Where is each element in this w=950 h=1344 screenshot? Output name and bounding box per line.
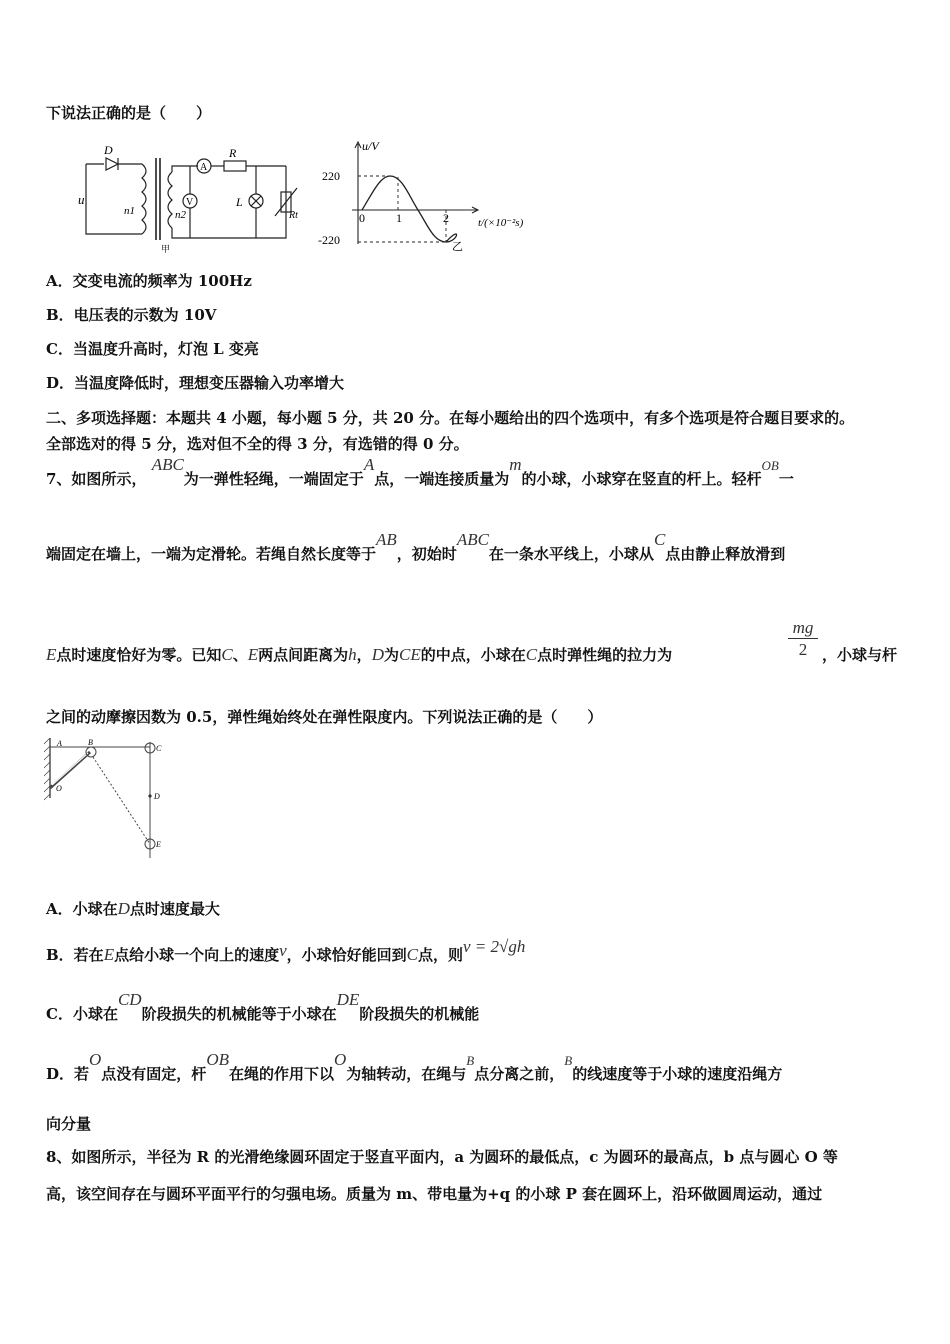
math-E: E [46,645,57,664]
q7-option-b: B．若在E点给小球一个向上的速度v，小球恰好能回到C点，则v = 2√gh [46,937,526,964]
diode-label: D [104,143,113,157]
label-D: D [154,792,160,801]
math-OB: OB [761,458,779,473]
formula-v: v = 2√gh [463,937,526,956]
graph-x1: 1 [396,211,402,225]
math-E-2: E [247,645,259,664]
q6-circuit-diagram [76,142,316,254]
math-C: C [653,530,666,549]
graph-ylabel: u/V [362,139,379,153]
q7-line1: 7、如图所示， ABC为一弹性轻绳，一端固定于A点，一端连接质量为m的小球，小球穿在竖直的杆上。轻杆OB一 [46,455,794,488]
figure-label-yi: 乙 [452,241,463,253]
section2-heading-line1: 二、多项选择题：本题共 4 小题，每小题 5 分，共 20 分。在每小题给出的四个选项中，有多个选项是符合题目要求的。 [46,409,855,427]
thermistor-label: Rt [289,210,298,221]
q7-option-a: A．小球在D点时速度最大 [46,899,220,918]
ammeter-label: A [200,162,208,173]
q7-line4: 之间的动摩擦因数为 0.5，弹性绳始终处在弹性限度内。下列说法正确的是（ ） [46,708,603,726]
figure-label-jia: 甲 [161,244,171,254]
q6-option-a: A．交变电流的频率为 100Hz [46,272,252,290]
q6-option-d: D．当温度降低时，理想变压器输入功率增大 [46,374,345,392]
q7-line2: 端固定在墙上，一端为定滑轮。若绳自然长度等于AB，初始时ABC在一条水平线上，小球从C点由静止释放滑到 [46,530,786,563]
voltmeter-label: V [186,197,194,208]
q7-line3: E点时速度恰好为零。已知C、E两点间距离为h，D为CE的中点，小球在C点时弹性绳的拉力为 [46,645,673,664]
q6-stem: 下说法正确的是（ ） [46,104,212,122]
math-A: A [363,455,375,474]
q7-rod-pulley-figure [44,736,174,866]
math-D: D [371,645,384,664]
fraction-mg-over-2: mg 2 [788,618,818,661]
section2-heading-line2: 全部选对的得 5 分，选对但不全的得 3 分，有选错的得 0 分。 [46,435,469,453]
graph-ymin: -220 [318,233,340,247]
q7-option-c: C．小球在CD阶段损失的机械能等于小球在DE阶段损失的机械能 [46,990,480,1023]
label-A: A [57,739,62,748]
graph-ymax: 220 [322,169,340,183]
graph-x2: 2 [443,211,449,225]
q8-line2: 高，该空间存在与圆环平面平行的匀强电场。质量为 m、带电量为+q 的小球 P 套在圆环上，沿环做圆周运动，通过 [46,1185,823,1203]
q7-option-d-cont: 向分量 [46,1115,92,1133]
q7-option-d: D．若O点没有固定，杆OB在绳的作用下以O为轴转动，在绳与B点分离之前，B的线速度等于小球的速度沿绳方 [46,1050,783,1083]
label-E: E [156,840,161,849]
graph-x0: 0 [359,211,365,225]
math-AB: AB [376,530,397,549]
resistor-label: R [229,146,237,160]
lamp-label: L [236,195,243,209]
q6-voltage-graph [318,138,544,254]
q6-option-c: C．当温度升高时，灯泡 L 变亮 [46,340,259,358]
q6-option-b: B．电压表的示数为 10V [46,306,217,324]
math-h: h [348,645,357,664]
math-m: m [509,455,522,474]
label-O: O [56,784,62,793]
q8-line1: 8、如图所示，半径为 R 的光滑绝缘圆环固定于竖直平面内，a 为圆环的最低点，c 为圆环的最高点，b 点与圆心 O 等 [46,1148,838,1166]
math-CE: CE [398,645,421,664]
math-ABC: ABC [151,455,184,474]
math-C-3: C [525,645,538,664]
math-ABC-2: ABC [456,530,489,549]
label-C: C [156,744,162,753]
math-C-2: C [221,645,233,664]
source-label: u [78,192,85,207]
q7-line3-tail: ，小球与杆 [822,646,898,664]
label-B: B [88,738,93,747]
n2-label: n2 [175,209,186,221]
graph-xlabel: t/(×10⁻²s) [478,217,524,229]
n1-label: n1 [124,205,135,217]
